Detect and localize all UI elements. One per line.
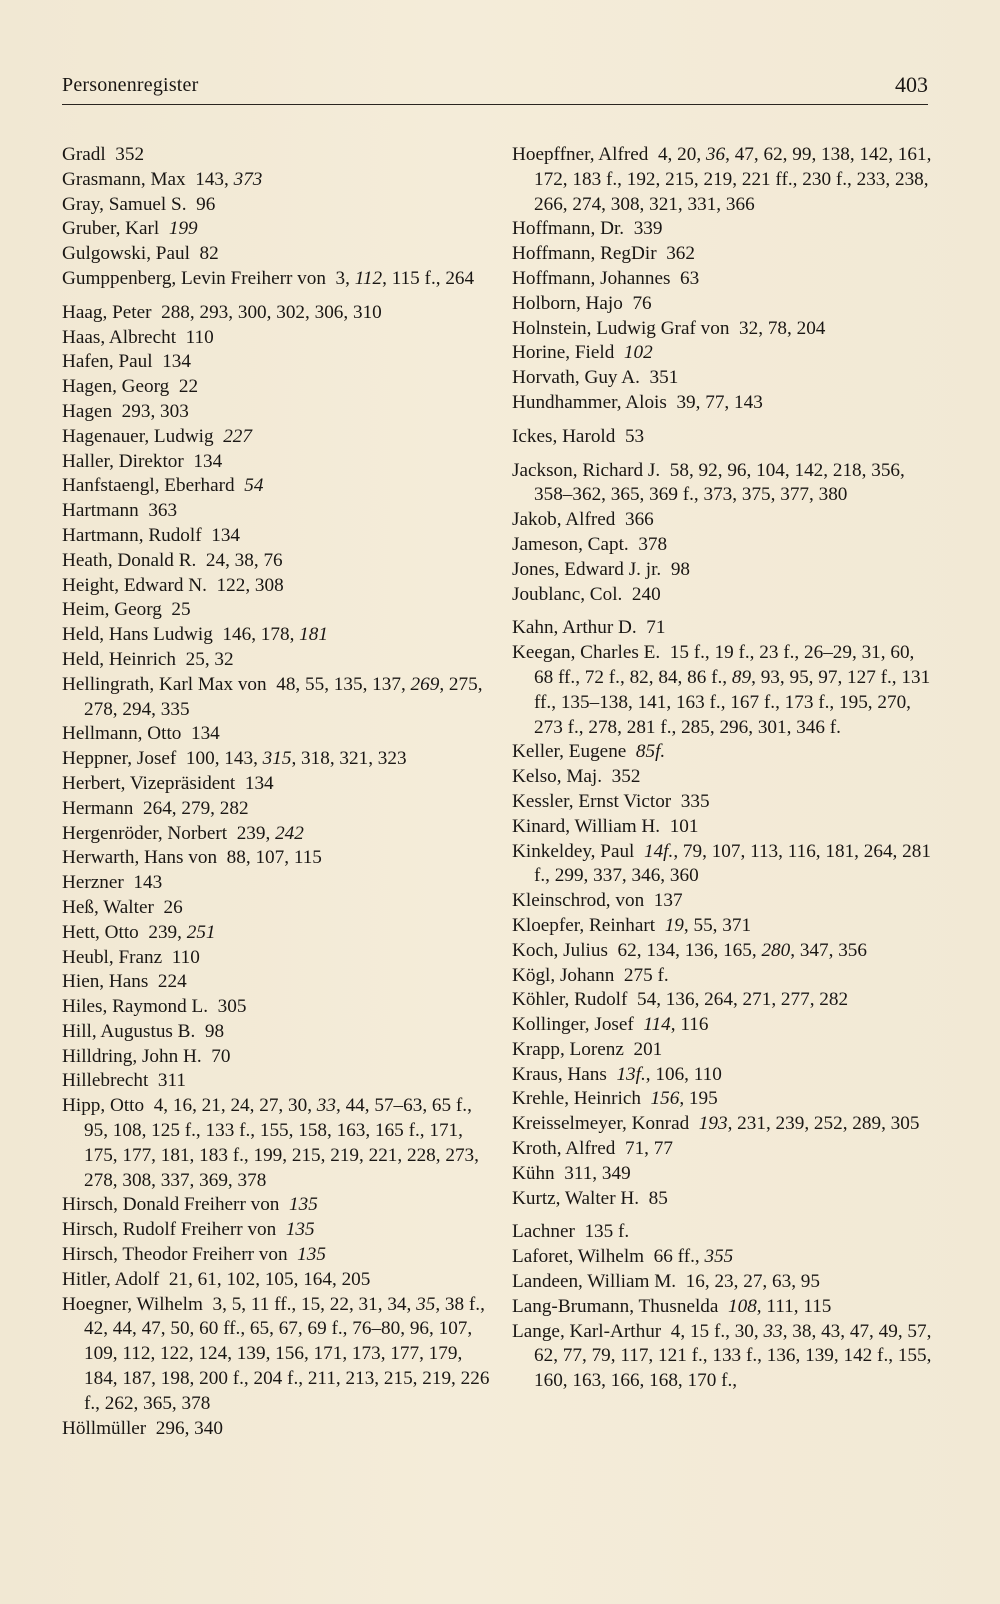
entry-page-refs: , 318, 321, 323 [291,748,407,770]
index-entry [62,970,492,995]
entry-name: Jackson, Richard J. [512,459,661,481]
index-entry [512,840,932,890]
entry-page-ref-italic: 54 [244,475,264,497]
running-header [62,70,928,105]
entry-name: Hirsch, Rudolf Freiherr von [62,1219,277,1241]
entry-page-refs: 351 [649,367,679,389]
entry-page-ref-italic: 36 [705,144,726,165]
entry-page-refs: 3, [335,267,355,289]
index-entry [62,474,492,499]
index-entry [62,425,492,450]
index-entry [512,292,932,317]
entry-page-refs: , 38, 43, 47, 49, 57, 62, 77, 79, 117, 121 f., 133 f., 136, 139, 142 f., 155, 160, 163, 166, 168, 170 f., [534,1320,932,1392]
entry-name: Hagenauer, Ludwig [62,425,214,447]
index-entry [512,765,932,790]
entry-page-refs: , 115 f., 264 [382,267,475,289]
entry-page-refs: 26 [163,896,183,918]
entry-page-ref-italic: 156 [650,1088,680,1110]
entry-name: Jameson, Capt. [512,533,629,555]
index-entry [512,964,932,989]
entry-page-refs: 63 [680,267,700,289]
entry-page-ref-italic: 33 [316,1095,336,1117]
index-entry [62,326,492,351]
entry-name: Herbert, Vizepräsident [62,772,236,794]
entry-name: Hellingrath, Karl Max von [62,673,267,695]
entry-page-refs: , 111, 115 [756,1295,832,1317]
index-entry [62,217,492,242]
entry-name: Hoegner, Wilhelm [62,1293,203,1315]
entry-name: Hipp, Otto [62,1095,145,1117]
entry-name: Hoepffner, Alfred [512,144,649,165]
entry-name: Hagen, Georg [62,376,170,398]
entry-page-refs: 53 [624,425,645,447]
entry-page-refs: 264, 279, 282 [143,797,249,819]
entry-name: Laforet, Wilhelm [512,1246,645,1268]
index-entry [62,896,492,921]
index-column-left [62,143,492,1441]
entry-name: Herzner [62,872,124,894]
entry-page-refs: 22 [178,376,199,398]
index-entry [62,574,492,599]
entry-page-refs: , 79, 107, 113, 116, 181, 264, 281 f., 299, 337, 346, 360 [534,840,931,887]
entry-page-refs: 100, 143, [185,748,263,770]
entry-page-refs: 96 [196,193,216,215]
entry-page-refs: 305 [217,996,247,1018]
entry-page-refs: , 44, 57–63, 65 f., 95, 108, 125 f., 133 f., 155, 158, 163, 165 f., 171, 175, 177, 181, 183 f., 199, 215, 219, 221, 228, 273, 278, 308, 337, 369, 378 [84,1095,479,1191]
entry-name: Hoffmann, Johannes [512,267,671,289]
entry-page-ref-italic: 102 [623,342,653,364]
entry-page-refs: 101 [669,815,699,837]
entry-page-refs: 98 [204,1020,225,1042]
page-title: Personenregister [62,74,199,96]
entry-page-refs: 288, 293, 300, 302, 306, 310 [161,301,382,323]
index-entry [62,995,492,1020]
index-entry [62,450,492,475]
index-entry [512,1087,932,1112]
entry-page-refs: 15 f., 19 f., 23 f., 26–29, 31, 60, 68 ff., 72 f., 82, 84, 86 f., [534,642,915,688]
index-entry [512,939,932,964]
index-entry [512,425,932,450]
entry-page-refs: 24, 38, 76 [205,549,283,571]
entry-page-refs: 339 [633,218,663,240]
entry-name: Kelso, Maj. [512,766,603,788]
entry-page-ref-italic: 33 [763,1320,783,1342]
index-entry [62,673,492,723]
entry-name: Ickes, Harold [512,425,616,447]
index-entry [512,790,932,815]
entry-name: Kollinger, Josef [512,1014,634,1036]
index-entry [512,341,932,366]
entry-name: Held, Heinrich [62,648,177,670]
entry-name: Haas, Albrecht [62,326,177,348]
index-entry [62,797,492,822]
entry-page-ref-italic: 373 [233,168,263,190]
index-entry [512,815,932,840]
entry-page-refs: , 231, 239, 252, 289, 305 [727,1113,920,1135]
entry-page-refs: , 116 [670,1014,709,1036]
entry-page-ref-italic: 355 [704,1246,734,1268]
entry-page-refs: 363 [148,500,178,522]
entry-page-ref-italic: 14f. [643,840,674,862]
entry-page-refs: 293, 303 [121,400,189,422]
index-entry [62,350,492,375]
entry-page-refs: 16, 23, 27, 63, 95 [685,1271,820,1293]
index-entry [512,366,932,391]
entry-page-refs: 239, [236,822,276,844]
entry-page-refs: 98 [670,558,690,580]
entry-page-refs: 25, 32 [185,648,234,670]
entry-page-refs: , 106, 110 [645,1063,722,1085]
index-entry [62,267,492,292]
index-entry [512,317,932,342]
entry-name: Hien, Hans [62,971,149,993]
entry-name: Hundhammer, Alois [512,391,667,413]
entry-page-ref-italic: 199 [168,218,198,240]
entry-name: Height, Edward N. [62,574,207,596]
entry-name: Holnstein, Ludwig Graf von [512,317,730,339]
index-entry [62,1243,492,1268]
entry-page-refs: , 38 f., 42, 44, 47, 50, 60 ff., 65, 67, 69 f., 76–80, 96, 107, 109, 112, 122, 124, 139, 156, 171, 173, 177, 179, 184, 187, 198, 200 f., 204 f., 211, 213, 215, 219, 226 f., 262, 365, 378 [84,1293,490,1414]
index-entry [512,1162,932,1187]
entry-page-refs: , 347, 356 [790,939,867,961]
entry-name: Kögl, Johann [512,964,615,986]
entry-page-refs: 39, 77, 143 [676,391,763,413]
index-entry [512,1295,932,1320]
entry-name: Hirsch, Donald Freiherr von [62,1194,280,1216]
entry-name: Haag, Peter [62,301,152,323]
entry-name: Hett, Otto [62,921,139,943]
entry-page-ref-italic: 242 [275,822,304,844]
entry-page-refs: 135 f. [584,1221,630,1243]
entry-name: Kreisselmeyer, Konrad [512,1113,690,1135]
entry-name: Holborn, Hajo [512,292,623,314]
entry-name: Kinkeldey, Paul [512,840,635,862]
index-entry [62,648,492,673]
entry-page-ref-italic: 135 [297,1244,326,1266]
entry-page-ref-italic: 19 [664,914,684,936]
entry-name: Heim, Georg [62,599,162,621]
entry-name: Hilldring, John H. [62,1045,202,1067]
entry-name: Gumppenberg, Levin Freiherr von [62,267,326,289]
entry-page-refs: 21, 61, 102, 105, 164, 205 [168,1268,371,1290]
entry-page-refs: 85 [648,1187,668,1209]
index-entry [512,459,932,509]
index-entry [62,1020,492,1045]
entry-name: Hartmann [62,500,139,522]
entry-name: Gradl [62,144,106,165]
index-entry [512,1320,932,1394]
entry-name: Höllmüller [62,1417,147,1439]
entry-page-refs: 3, 5, 11 ff., 15, 22, 31, 34, [212,1293,417,1315]
entry-page-ref-italic: 227 [223,425,252,447]
entry-page-refs: 296, 340 [155,1417,223,1439]
index-entry [512,889,932,914]
entry-page-refs: 146, 178, [222,624,300,646]
index-entry [512,1063,932,1088]
entry-page-refs: 82 [199,243,219,265]
entry-name: Hanfstaengl, Eberhard [62,475,235,497]
entry-page-refs: 4, 15 f., 30, [670,1320,764,1342]
index-entry [512,616,932,641]
entry-name: Gray, Samuel S. [62,193,187,215]
entry-page-refs: 66 ff., [653,1246,705,1268]
entry-page-ref-italic: 193 [698,1113,728,1135]
index-entry [512,1013,932,1038]
entry-page-refs: , 55, 371 [683,914,752,936]
index-entry [62,921,492,946]
entry-page-refs: 275 f. [623,964,669,986]
entry-name: Heppner, Josef [62,748,177,770]
entry-page-refs: 4, 20, [657,144,706,165]
index-entry [512,391,932,416]
entry-name: Landeen, William M. [512,1271,677,1293]
entry-name: Lang-Brumann, Thusnelda [512,1295,719,1317]
entry-name: Kahn, Arthur D. [512,617,637,639]
index-entry [62,1417,492,1442]
entry-name: Hergenröder, Norbert [62,822,228,844]
entry-name: Kroth, Alfred [512,1138,616,1160]
entry-page-refs: , 195 [679,1088,718,1110]
page-number: 403 [895,72,928,97]
index-entry [62,400,492,425]
entry-page-refs: 134 [211,524,240,546]
index-entry [512,242,932,267]
index-entry [512,217,932,242]
entry-page-refs: 88, 107, 115 [226,847,322,869]
entry-name: Keller, Eugene [512,741,627,763]
index-entry [62,747,492,772]
entry-name: Krapp, Lorenz [512,1038,624,1060]
entry-name: Kessler, Ernst Victor [512,790,672,812]
entry-page-refs: , 275, 278, 294, 335 [84,673,483,720]
entry-name: Kinard, William H. [512,815,661,837]
index-entry [62,598,492,623]
entry-name: Horvath, Guy A. [512,367,640,389]
entry-page-refs: , 93, 95, 97, 127 f., 131 ff., 135–138, 141, 163 f., 167 f., 173 f., 195, 270, 273 f., 278, 281 f., 285, 296, 301, 346 f. [534,666,931,738]
index-entry [62,168,492,193]
entry-name: Grasmann, Max [62,168,186,190]
entry-page-refs: 25 [171,599,191,621]
entry-page-refs: 134 [193,450,223,472]
entry-page-refs: 110 [171,946,200,968]
entry-page-ref-italic: 251 [186,921,216,943]
entry-name: Kurtz, Walter H. [512,1187,640,1209]
index-entry [512,143,932,217]
entry-name: Gruber, Karl [62,218,160,240]
index-entry [62,1218,492,1243]
entry-page-ref-italic: 135 [289,1194,318,1216]
entry-page-refs: 32, 78, 204 [739,317,826,339]
index-entry [512,508,932,533]
entry-name: Hagen [62,400,113,422]
entry-name: Lange, Karl-Arthur [512,1320,662,1342]
entry-name: Hoffmann, RegDir [512,243,657,265]
index-entry [512,533,932,558]
entry-name: Kleinschrod, von [512,890,645,912]
entry-name: Held, Hans Ludwig [62,624,213,646]
entry-page-ref-italic: 315 [262,748,292,770]
index-entry [512,1187,932,1212]
entry-name: Heß, Walter [62,896,154,918]
entry-page-ref-italic: 89 [731,666,752,688]
entry-page-refs: 240 [631,583,661,605]
index-entry [512,740,932,765]
entry-name: Hoffmann, Dr. [512,218,625,240]
entry-name: Gulgowski, Paul [62,243,190,265]
index-entry [62,822,492,847]
entry-page-refs: 335 [680,790,710,812]
index-entry [512,1220,932,1245]
entry-page-refs: 224 [157,971,187,993]
entry-name: Hill, Augustus B. [62,1020,196,1042]
entry-page-refs: 378 [638,533,668,555]
index-entry [62,623,492,648]
index-entry [512,558,932,583]
entry-name: Köhler, Rudolf [512,989,628,1011]
entry-page-refs: 134 [244,772,274,794]
index-entry [512,1270,932,1295]
entry-page-refs: 122, 308 [216,574,284,596]
entry-page-refs: 110 [185,326,214,348]
entry-page-refs: 311, 349 [564,1162,631,1184]
index-entry [62,946,492,971]
index-entry [62,846,492,871]
index-entry [62,375,492,400]
entry-name: Jakob, Alfred [512,509,616,531]
entry-page-ref-italic: 181 [299,624,328,646]
entry-page-ref-italic: 13f. [616,1063,646,1085]
entry-name: Koch, Julius [512,939,608,961]
entry-page-refs: 4, 16, 21, 24, 27, 30, [153,1095,317,1117]
entry-page-ref-italic: 112 [354,267,383,289]
entry-page-refs: 143 [133,872,163,894]
entry-name: Horine, Field [512,342,615,364]
entry-name: Hellmann, Otto [62,723,182,745]
index-entry [512,988,932,1013]
entry-name: Hiles, Raymond L. [62,996,209,1018]
index-entry [62,1045,492,1070]
entry-page-refs: 134 [190,723,220,745]
index-entry [512,1137,932,1162]
entry-name: Hartmann, Rudolf [62,524,202,546]
entry-page-refs: 366 [624,509,654,531]
entry-name: Keegan, Charles E. [512,642,661,664]
entry-name: Jones, Edward J. jr. [512,558,662,580]
index-entry [62,143,492,168]
index-entry [512,914,932,939]
index-entry [512,1245,932,1270]
entry-page-refs: 71 [646,617,666,639]
entry-name: Kühn [512,1162,555,1184]
index-entry [62,524,492,549]
entry-page-refs: 62, 134, 136, 165, [617,939,762,961]
index-entry [62,301,492,326]
index-entry [512,641,932,740]
entry-page-refs: 58, 92, 96, 104, 142, 218, 356, 358–362, 365, 369 f., 373, 375, 377, 380 [534,459,905,506]
entry-page-refs: 137 [653,890,683,912]
entry-page-refs: 48, 55, 135, 137, [276,673,411,695]
entry-page-ref-italic: 135 [285,1219,315,1241]
entry-page-ref-italic: 280 [761,939,791,961]
entry-name: Hafen, Paul [62,351,153,373]
index-entry [62,1268,492,1293]
entry-page-ref-italic: 85f. [635,741,666,763]
index-entry [62,242,492,267]
entry-page-refs: 70 [211,1045,231,1067]
index-entry [62,1069,492,1094]
entry-name: Heath, Donald R. [62,549,197,571]
entry-page-refs: 311 [157,1070,186,1092]
entry-page-refs: 143, [195,168,234,190]
entry-page-ref-italic: 269 [410,673,440,695]
entry-page-refs: 76 [632,292,652,314]
index-entry [62,871,492,896]
index-entry [62,499,492,524]
entry-page-refs: 352 [115,144,145,165]
entry-page-ref-italic: 108 [728,1295,757,1317]
entry-page-refs: 134 [162,351,191,373]
entry-page-refs: 362 [666,243,695,265]
index-entry [62,1193,492,1218]
entry-name: Joublanc, Col. [512,583,623,605]
entry-page-ref-italic: 35 [416,1293,436,1315]
index-entry [62,549,492,574]
index-column-right [512,143,932,1394]
entry-page-refs: 71, 77 [624,1138,673,1160]
index-entry [62,722,492,747]
entry-page-ref-italic: 114 [643,1014,671,1036]
entry-name: Haller, Direktor [62,450,184,472]
entry-name: Herwarth, Hans von [62,847,218,869]
entry-name: Hillebrecht [62,1070,149,1092]
index-entry [512,1038,932,1063]
entry-name: Hirsch, Theodor Freiherr von [62,1244,288,1266]
index-entry [62,1293,492,1417]
entry-name: Kraus, Hans [512,1063,607,1085]
entry-page-refs: , 47, 62, 99, 138, 142, 161, 172, 183 f., 192, 215, 219, 221 ff., 230 f., 233, 238, 266, 274, 308, 321, 331, 366 [534,144,932,215]
entry-page-refs: 239, [148,921,187,943]
entry-page-refs: 352 [611,766,641,788]
index-entry [62,193,492,218]
entry-page-refs: 54, 136, 264, 271, 277, 282 [637,989,849,1011]
entry-name: Hitler, Adolf [62,1268,160,1290]
entry-page-refs: 201 [633,1038,663,1060]
index-entry [512,583,932,608]
index-entry [512,1112,932,1137]
entry-name: Hermann [62,797,134,819]
entry-name: Krehle, Heinrich [512,1088,641,1110]
entry-name: Kloepfer, Reinhart [512,914,656,936]
entry-name: Heubl, Franz [62,946,163,968]
index-entry [62,772,492,797]
index-entry [62,1094,492,1193]
entry-name: Lachner [512,1221,575,1243]
index-entry [512,267,932,292]
